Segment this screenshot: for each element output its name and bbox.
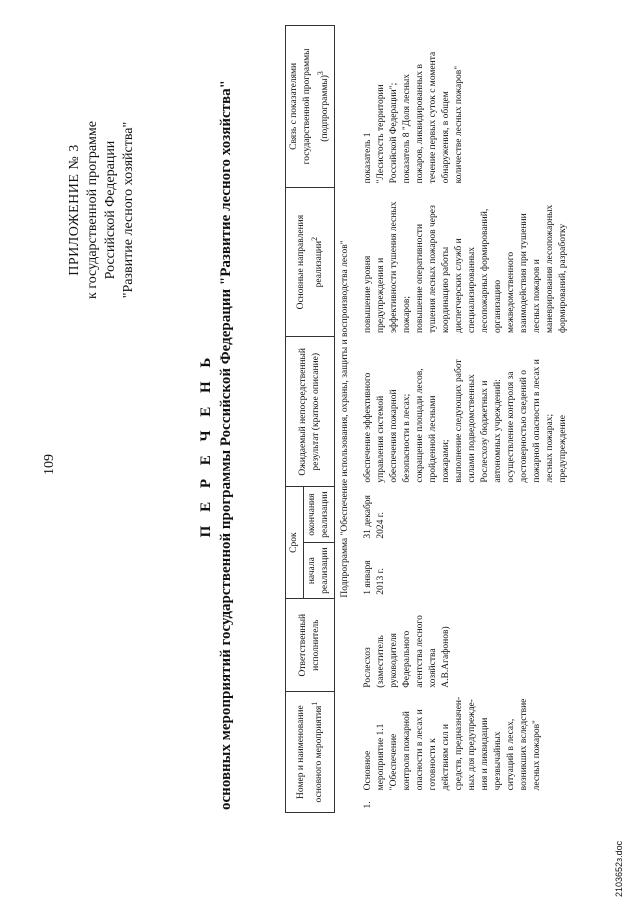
measure-name-line: ния и ликвидации: [480, 717, 491, 791]
header-executor: Ответственный исполнитель: [286, 599, 335, 692]
result-line: предупреждение: [558, 415, 569, 483]
end-date-line: 2024 г.: [376, 512, 387, 539]
measure-name-line: лесных пожаров": [532, 720, 543, 791]
result-line: выполнение следующих работ: [454, 359, 465, 483]
directions-line: взаимодействия при тушении: [519, 213, 530, 333]
page-number: 109: [42, 454, 57, 475]
measure-name-line: готовности к: [428, 738, 439, 791]
header-link: Связь с показателями государственной программы (подпрограммы)$^3$: [286, 26, 335, 188]
measure-name-line: ситуаций в лесах,: [506, 718, 517, 791]
executor-line: руководителя: [389, 633, 400, 688]
result-line: пожарами;: [441, 439, 452, 483]
directions-line: специализированных: [467, 246, 478, 333]
result-line: сокращение площади лесов,: [415, 368, 426, 483]
result-line: лесных пожарах;: [545, 413, 556, 483]
directions-line: межведомственного: [506, 251, 517, 333]
result-line: Рослесхозу бюджетных и: [480, 380, 491, 483]
title-main: основных мероприятий государственной программы Российской Федерации "Развитие лесного хозяйства": [218, 80, 234, 810]
directions-line: тушения лесных пожаров через: [428, 205, 439, 333]
link-line: показатель 8 "Доля лесных: [402, 74, 413, 184]
executor-line: (заместитель: [376, 635, 387, 688]
measure-name-line: Основное: [363, 750, 374, 791]
directions-line: диспетчерских служб и: [454, 238, 465, 333]
result-line: управления системой: [376, 395, 387, 483]
header-start: начала реализации: [304, 543, 335, 599]
end-date-line: 31 декабря: [363, 495, 374, 539]
result-line: силами подведомственных: [467, 374, 478, 483]
start-date-line: 1 января: [363, 560, 374, 595]
directions-line: пожаров;: [402, 295, 413, 333]
subprogram-title: Подпрограмма "Обеспечение использования, охраны, защиты и воспроизводства лесов": [340, 240, 351, 598]
measure-name-line: возникших вследствие: [519, 698, 530, 791]
appendix-block: [66, 75, 138, 345]
measure-name-line: ных для предупрежде-: [467, 699, 478, 791]
measure-name-line: действиям сил и: [441, 723, 452, 791]
table-row: [356, 26, 572, 813]
executor-cell: [356, 599, 572, 692]
link-line: течение первых суток с момента: [428, 51, 439, 184]
directions-line: организацию: [493, 279, 504, 333]
result-line: обеспечение эффективного: [363, 372, 374, 483]
directions-line: повышение уровня: [363, 255, 374, 333]
appendix-title: ПРИЛОЖЕНИЕ № 3: [67, 144, 82, 276]
appendix-line: к государственной программе: [85, 121, 100, 299]
directions-line: эффективности тушения лесных: [389, 201, 400, 333]
executor-line: А.В.Агафонов): [441, 626, 452, 688]
row-number: 1.: [363, 801, 374, 809]
result-line: достоверностью сведений о: [519, 369, 530, 483]
executor-line: Федерального: [402, 630, 413, 688]
measure-name-line: "Обеспечение: [389, 733, 400, 791]
appendix-line: "Развитие лесного хозяйства": [121, 121, 136, 299]
header-directions: Основные направления реализации$^2$: [286, 187, 335, 337]
result-line: пожарной опасности в лесах и: [532, 359, 543, 483]
executor-line: агентства лесного: [415, 615, 426, 688]
executor-line: Рослесхоз: [363, 647, 374, 688]
header-number-name: Номер и наименование основного мероприятия$^1$: [286, 692, 335, 813]
executor-line: хозяйства: [428, 648, 439, 688]
measure-name-line: чрезвычайных: [493, 731, 504, 791]
link-line: показатель 1: [363, 132, 374, 184]
title-spaced: П Е Р Е Ч Е Н Ь: [198, 352, 214, 538]
document-title: [196, 25, 236, 865]
directions-cell: [356, 187, 572, 337]
header-end: окончания реализации: [304, 487, 335, 543]
result-cell: [356, 337, 572, 487]
header-term: Срок: [286, 487, 304, 599]
link-line: Российской Федерации";: [389, 82, 400, 184]
measure-name-line: опасности в лесах и: [415, 709, 426, 791]
result-line: пройденной лесными: [428, 395, 439, 483]
link-line: количестве лесных пожаров": [454, 65, 465, 184]
start-date-cell: [356, 543, 572, 599]
directions-line: маневрирования лесопожарных: [545, 204, 556, 333]
link-line: обнаружения, в общем: [441, 91, 452, 184]
link-cell: [356, 26, 572, 188]
table-header-row: [286, 26, 304, 813]
start-date-line: 2013 г.: [376, 568, 387, 595]
link-line: "Лесистость территории: [376, 84, 387, 184]
appendix-line: Российской Федерации: [103, 140, 118, 280]
measure-name-line: контроля пожарной: [402, 711, 413, 791]
measure-name-line: мероприятие 1.1: [376, 723, 387, 791]
directions-line: координацию работы: [441, 246, 452, 333]
directions-line: лесопожарных формирований,: [480, 208, 491, 333]
directions-line: формирований, разработку: [558, 223, 569, 333]
result-line: обеспечения пожарной: [389, 389, 400, 483]
header-result: Ожидаемый непосредственный результат (краткое описание): [286, 337, 335, 487]
measure-name-cell: [356, 692, 572, 795]
result-line: безопасности в лесах;: [402, 393, 413, 483]
directions-line: лесных пожаров и: [532, 259, 543, 333]
end-date-cell: [356, 487, 572, 543]
result-line: осуществление контроля за: [506, 371, 517, 483]
directions-line: повышение оперативности: [415, 223, 426, 333]
measure-name-line: средств, предназначен-: [454, 696, 465, 791]
result-line: автономных учреждений:: [493, 379, 504, 483]
link-line: пожаров, ликвидированных в: [415, 64, 426, 184]
directions-line: предупреждения и: [376, 257, 387, 333]
subprogram-row: [335, 26, 357, 813]
measures-table: [285, 25, 572, 813]
file-label: 2103652з.doc: [614, 840, 624, 897]
